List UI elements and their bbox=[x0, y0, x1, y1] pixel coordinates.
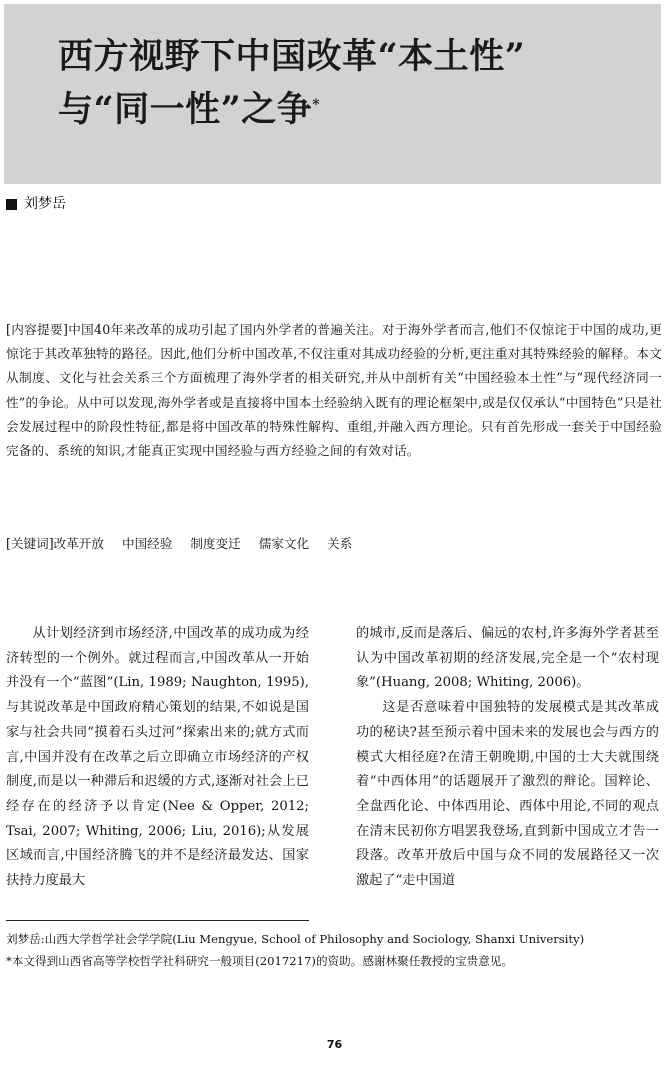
body-paragraph: 从计划经济到市场经济,中国改革的成功成为经济转型的一个例外。就过程而言,中国改革从一开始并没有一个“蓝图”(Lin, 1989; Naughton, 1995),与其说改革是中国政府精心策划的结果,不如说是国家与社会共同“摸着石头过河”探索出来的;就方式而言,中国并没有在改革之后立即确立市场经济的产权制度,而是以一种滞后和迟缓的方式,逐渐对社会上已经存在的经济予以肯定(Nee & Opper, 2012; Tsai, 2007; Whiting, 2006; Liu, 2016);从发展区域而言,中国经济腾飞的并不是经济最发达、国家扶持力度最大 bbox=[6, 626, 309, 889]
abstract-label: [内容提要] bbox=[6, 322, 69, 337]
article-title bbox=[58, 30, 648, 136]
footnotes bbox=[6, 928, 662, 972]
abstract bbox=[6, 318, 662, 463]
author-name: 刘梦岳 bbox=[24, 196, 66, 212]
title-line-2-text: 与“同一性”之争 bbox=[58, 89, 313, 130]
keyword: 儒家文化 bbox=[258, 536, 310, 551]
body-column-right bbox=[356, 622, 659, 894]
body-paragraph: 的城市,反而是落后、偏远的农村,许多海外学者甚至认为中国改革初期的经济发展,完全是一个“农村现象”(Huang, 2008; Whiting, 2006)。 bbox=[356, 626, 659, 691]
keywords-label: [关键词] bbox=[6, 536, 54, 551]
title-footnote-marker: * bbox=[312, 97, 321, 113]
body-paragraph: 这是否意味着中国独特的发展模式是其改革成功的秘诀?甚至预示着中国未来的发展也会与西方的模式大相径庭?在清王朝晚期,中国的士大夫就围绕着“中西体用”的话题展开了激烈的辩论。国粹论、全盘西化论、中体西用论、西体中用论,不同的观点在清末民初你方唱罢我登场,直到新中国成立才告一段落。改革开放后中国与众不同的发展路径又一次激起了“走中国道 bbox=[356, 700, 659, 889]
abstract-text: 中国40年来改革的成功引起了国内外学者的普遍关注。对于海外学者而言,他们不仅惊诧于中国的成功,更惊诧于其改革独特的路径。因此,他们分析中国改革,不仅注重对其成功经验的分析,更注重对其特殊经验的解释。本文从制度、文化与社会关系三个方面梳理了海外学者的相关研究,并从中剖析有关“中国经验本土性”与“现代经济同一性”的争论。从中可以发现,海外学者或是直接将中国本土经验纳入既有的理论框架中,或是仅仅承认“中国特色”只是社会发展过程中的阶段性特征,都是将中国改革的特殊性解构、重组,并融入西方理论。只有首先形成一套关于中国经验完备的、系统的知识,才能真正实现中国经验与西方经验之间的有效对话。 bbox=[6, 322, 662, 459]
page-number: 76 bbox=[326, 1038, 343, 1051]
keyword: 中国经验 bbox=[121, 536, 173, 551]
square-bullet-icon bbox=[6, 199, 17, 210]
author-affiliation-note: 刘梦岳:山西大学哲学社会学学院(Liu Mengyue, School of Philosophy and Sociology, Shanxi University) bbox=[6, 932, 585, 946]
keyword: 关系 bbox=[327, 536, 353, 551]
keyword: 制度变迁 bbox=[190, 536, 241, 551]
footnote-divider bbox=[6, 920, 309, 921]
author-byline bbox=[6, 195, 66, 213]
body-column-left bbox=[6, 622, 309, 894]
keyword: 改革开放 bbox=[53, 536, 104, 551]
title-line-2 bbox=[58, 83, 648, 136]
funding-note: *本文得到山西省高等学校哲学社科研究一般项目(2017217)的资助。感谢林聚任教授的宝贵意见。 bbox=[6, 954, 514, 968]
title-line-1: 西方视野下中国改革“本土性” bbox=[58, 36, 526, 77]
keywords bbox=[6, 534, 662, 554]
